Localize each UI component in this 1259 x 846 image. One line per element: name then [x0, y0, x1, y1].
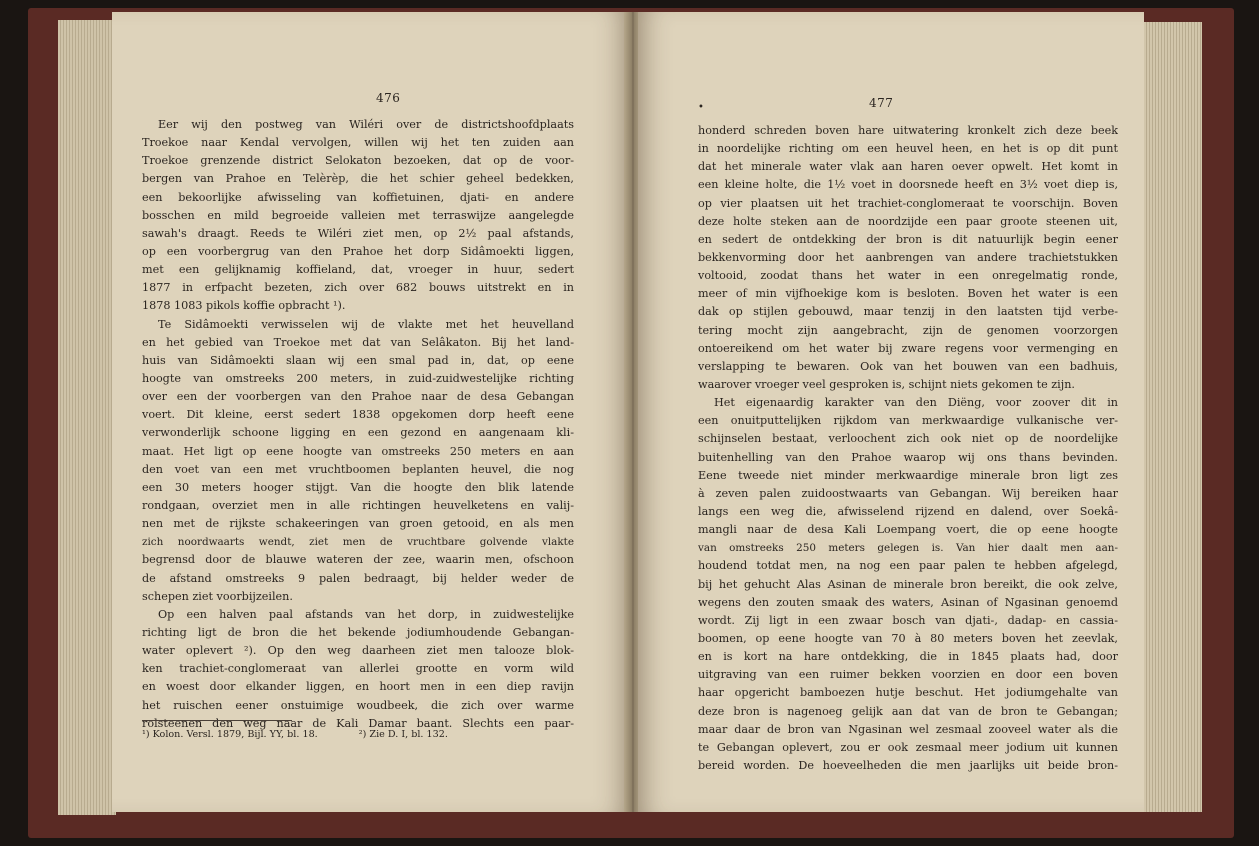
text-line: richting ligt de bron die het bekende jodiumhoudende Gebangan- — [142, 625, 574, 639]
text-line: met een gelijknamig koffieland, dat, vroeger in huur, sedert — [142, 263, 574, 277]
footnote-rule — [142, 720, 292, 721]
text-line: een 30 meters hooger stijgt. Van die hoogte den blik latende — [142, 480, 574, 494]
text-line: Te Sidâmoekti verwisselen wij de vlakte met het heuvelland — [158, 317, 574, 331]
text-line: houdend totdat men, na nog een paar palen te hebben afgelegd, — [698, 559, 1118, 573]
right-page-number: 477 — [869, 96, 894, 110]
text-line: wegens den zouten smaak des waters, Asinan of Ngasinan genoemd — [698, 595, 1118, 609]
text-line: dak op stijlen gebouwd, maar tenzij in den laatsten tijd verbe- — [698, 305, 1118, 319]
text-line: zich noordwaarts wendt, ziet men de vruchtbare golvende vlakte — [142, 536, 574, 549]
page-edges-left — [58, 20, 116, 815]
text-line: bekkenvorming door het aanbrengen van andere trachietstukken — [698, 250, 1118, 264]
text-line: schijnselen bestaat, verloochent zich ook niet op de noordelijke — [698, 432, 1118, 446]
text-line: ken trachiet-conglomeraat van allerlei grootte en vorm wild — [142, 662, 574, 676]
text-line: Op een halven paal afstands van het dorp, in zuidwestelijke — [158, 607, 574, 621]
text-line: meer of min vijfhoekige kom is besloten. Boven het water is een — [698, 287, 1118, 301]
text-line: op vier plaatsen uit het trachiet-conglomeraat te voorschijn. Boven — [698, 196, 1118, 210]
page-edges-right — [1140, 22, 1202, 812]
text-line: deze bron is nagenoeg gelijk aan dat van de bron te Gebangan; — [698, 704, 1118, 718]
text-line: voert. Dit kleine, eerst sedert 1838 opgekomen dorp heeft eene — [142, 408, 574, 422]
text-line: tering mocht zijn aangebracht, zijn de genomen voorzorgen — [698, 323, 1118, 337]
text-line: het ruischen eener onstuimige woudbeek, die zich over warme — [142, 698, 574, 712]
footnote-2: ²) Zie D. I, bl. 132. — [358, 729, 448, 740]
text-line: de afstand omstreeks 9 palen bedraagt, bij helder weder de — [142, 571, 574, 585]
text-line: huis van Sidâmoekti slaan wij een smal pad in, dat, op eene — [142, 353, 574, 367]
text-line: bij het gehucht Alas Asinan de minerale bron bereikt, die ook zelve, — [698, 577, 1118, 591]
text-line: Eene tweede niet minder merkwaardige minerale bron ligt zes — [698, 468, 1118, 482]
text-line: 1877 in erfpacht bezeten, zich over 682 bouws uitstrekt en in — [142, 281, 574, 295]
left-page-number: 476 — [376, 91, 401, 105]
text-line: honderd schreden boven hare uitwatering kronkelt zich deze beek — [698, 124, 1118, 137]
text-line: van omstreeks 250 meters gelegen is. Van hier daalt men aan- — [698, 542, 1118, 555]
left-page-body — [142, 116, 574, 733]
text-line: wordt. Zij ligt in een zwaar bosch van djati-, dadap- en cassia- — [698, 613, 1118, 627]
text-line: 1878 1083 pikols koffie opbracht ¹). — [142, 299, 346, 313]
text-line: op een voorbergrug van den Prahoe het dorp Sidâmoekti liggen, — [142, 244, 574, 258]
left-page — [112, 12, 628, 812]
text-line: Het eigenaardig karakter van den Diëng, voor zoover dit in — [714, 396, 1118, 410]
text-line: mangli naar de desa Kali Loempang voert, die op eene hoogte — [698, 523, 1118, 537]
footnote-1: ¹) Kolon. Versl. 1879, Bijl. YY, bl. 18. — [142, 729, 318, 740]
text-line: en woest door elkander liggen, en hoort men in een diep ravijn — [142, 680, 574, 694]
text-line: maar daar de bron van Ngasinan wel zesmaal zooveel water als die — [698, 722, 1118, 736]
text-line: een bekoorlijke afwisseling van koffietuinen, djati- en andere — [142, 190, 574, 204]
text-line: buitenhelling van den Prahoe waarop wij ons thans bevinden. — [698, 450, 1118, 464]
footnotes — [142, 728, 574, 742]
text-line: Eer wij den postweg van Wiléri over de districtshoofdplaats — [158, 118, 574, 131]
text-line: begrensd door de blauwe wateren der zee, waarin men, ofschoon — [142, 553, 574, 567]
text-line: hoogte van omstreeks 200 meters, in zuid-zuidwestelijke richting — [142, 371, 574, 385]
text-line: en het gebied van Troekoe met dat van Selâkaton. Bij het land- — [142, 335, 574, 349]
text-line: haar opgericht bamboezen hutje beschut. Het jodiumgehalte van — [698, 686, 1118, 700]
text-line: waarover vroeger veel gesproken is, schijnt niets gekomen te zijn. — [698, 377, 1075, 391]
text-line: rondgaan, overziet men in alle richtingen heuvelketens en valij- — [142, 498, 574, 512]
text-line: verwonderlijk schoone ligging en een gezond en aangenaam kli- — [142, 426, 574, 440]
text-line: bergen van Prahoe en Telèrèp, die het schier geheel bedekken, — [142, 172, 574, 186]
right-page-body — [698, 122, 1118, 775]
text-line: sawah's draagt. Reeds te Wiléri ziet men, op 2½ paal afstands, — [142, 226, 574, 240]
text-line: te Gebangan oplevert, zou er ook zesmaal meer jodium uit kunnen — [698, 740, 1118, 754]
text-line: en is kort na hare ontdekking, die in 1845 plaats had, door — [698, 650, 1118, 664]
text-line: Troekoe grenzende district Selokaton bezoeken, dat op de voor- — [142, 154, 574, 168]
text-line: Troekoe naar Kendal vervolgen, willen wij het ten zuiden aan — [142, 136, 574, 150]
text-line: water oplevert ²). Op den weg daarheen ziet men talooze blok- — [142, 644, 574, 658]
text-line: boomen, op eene hoogte van 70 à 80 meters boven het zeevlak, — [698, 631, 1118, 645]
text-line: dat het minerale water vlak aan haren oever opwelt. Het komt in — [698, 160, 1118, 174]
text-line: bosschen en mild begroeide valleien met terraswijze aangelegde — [142, 208, 574, 222]
text-line: in noordelijke richting om een heuvel heen, en het is op dit punt — [698, 142, 1118, 156]
text-line: nen met de rijkste schakeeringen van groen getooid, en als men — [142, 517, 574, 531]
stray-mark: • — [698, 102, 704, 113]
text-line: over een der voorbergen van den Prahoe naar de desa Gebangan — [142, 390, 574, 404]
text-line: den voet van een met vruchtboomen beplanten heuvel, die nog — [142, 462, 574, 476]
text-line: deze holte steken aan de noordzijde een paar groote steenen uit, — [698, 214, 1118, 228]
text-line: verslapping te bewaren. Ook van het bouwen van een badhuis, — [698, 359, 1118, 373]
text-line: voltooid, zoodat thans het water in een onregelmatig ronde, — [698, 269, 1118, 283]
text-line: ontoereikend om het water bij zware regens voor vermenging en — [698, 341, 1118, 355]
text-line: en sedert de ontdekking der bron is dit natuurlijk begin eener — [698, 232, 1118, 246]
text-line: à zeven palen zuidoostwaarts van Gebangan. Wij bereiken haar — [698, 486, 1118, 500]
text-line: een onuitputtelijken rijkdom van merkwaardige vulkanische ver- — [698, 414, 1118, 428]
text-line: langs een weg die, afwisselend rijzend en dalend, over Soekâ- — [698, 504, 1118, 518]
text-line: maat. Het ligt op eene hoogte van omstreeks 250 meters en aan — [142, 444, 574, 458]
text-line: een kleine holte, die 1½ voet in doorsnede heeft en 3½ voet diep is, — [698, 178, 1118, 192]
text-line: rolsteenen den weg naar de Kali Damar baant. Slechts een paar- — [142, 716, 574, 730]
text-line: schepen ziet voorbijzeilen. — [142, 589, 293, 603]
right-page — [638, 12, 1144, 812]
text-line: uitgraving van een ruimer bekken voorzien en door een boven — [698, 668, 1118, 682]
text-line: bereid worden. De hoeveelheden die men jaarlijks uit beide bron- — [698, 758, 1118, 772]
